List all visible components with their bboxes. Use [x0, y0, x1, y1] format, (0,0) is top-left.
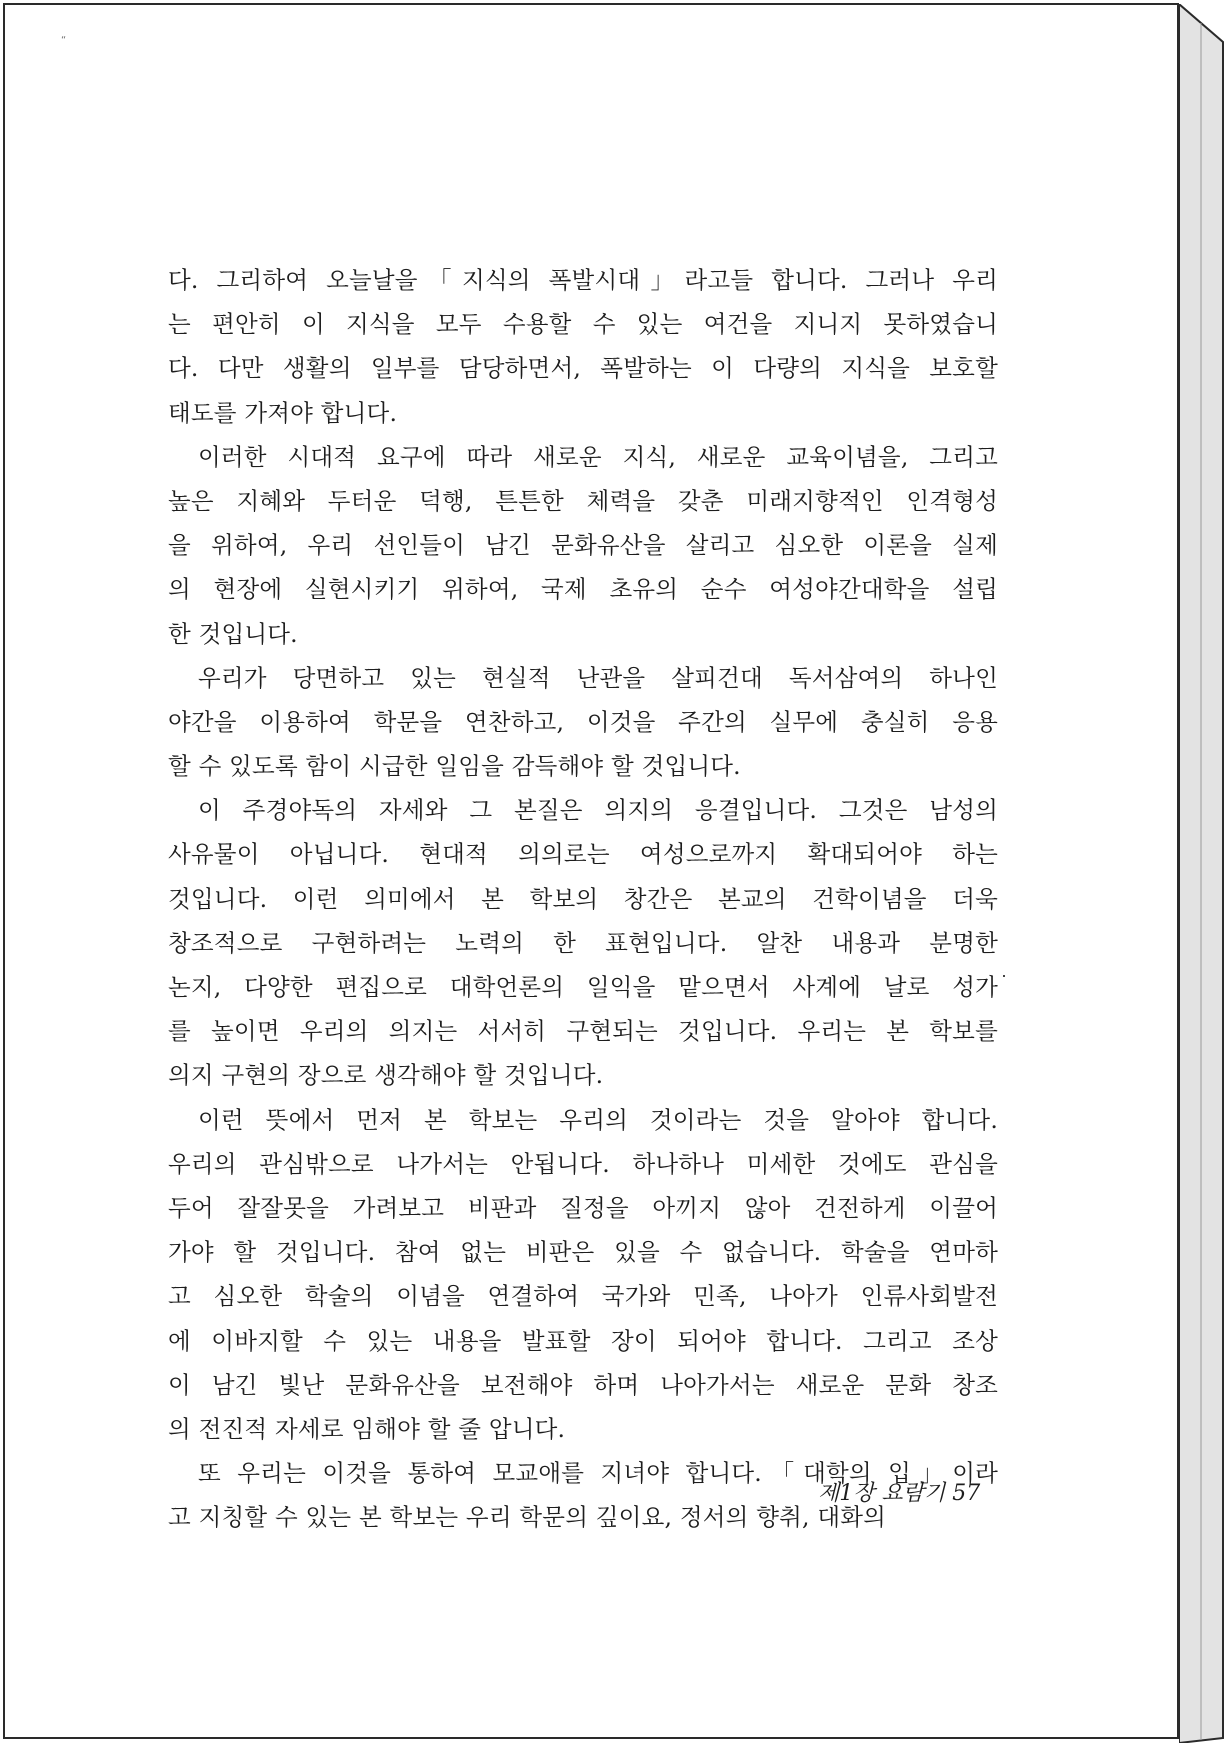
- body-text: [168, 258, 998, 1539]
- text-line: 의 현장에 실현시키기 위하여, 국제 초유의 순수 여성야간대학을 설립: [168, 575, 998, 604]
- text-line: 는 편안히 이 지식을 모두 수용할 수 있는 여건을 지니지 못하였습니: [168, 310, 998, 339]
- text-line: 가야 할 것입니다. 참여 없는 비판은 있을 수 없습니다. 학술을 연마하: [168, 1238, 998, 1267]
- paragraph: [168, 788, 998, 1097]
- paragraph: [168, 435, 998, 656]
- text-line: 이런 뜻에서 먼저 본 학보는 우리의 것이라는 것을 알아야 합니다.: [198, 1105, 998, 1134]
- text-line: 의 전진적 자세로 임해야 할 줄 압니다.: [168, 1414, 566, 1443]
- text-line: 높은 지혜와 두터운 덕행, 튼튼한 체력을 갖춘 미래지향적인 인격형성: [168, 486, 998, 515]
- text-line: 할 수 있도록 함이 시급한 일임을 감득해야 할 것입니다.: [168, 752, 741, 781]
- text-line: 를 높이면 우리의 의지는 서서히 구현되는 것입니다. 우리는 본 학보를: [168, 1017, 998, 1046]
- text-line: 태도를 가져야 합니다.: [168, 398, 398, 427]
- paragraph: [168, 656, 998, 789]
- text-line: 한 것입니다.: [168, 619, 298, 648]
- text-line: 또 우리는 이것을 통하여 모교애를 지녀야 합니다.「대학의 입」이라: [198, 1459, 998, 1488]
- text-line: 창조적으로 구현하려는 노력의 한 표현입니다. 알찬 내용과 분명한: [168, 928, 998, 957]
- text-line: 고 심오한 학술의 이념을 연결하여 국가와 민족, 나아가 인류사회발전: [168, 1282, 998, 1311]
- page-edge-3d: [1179, 4, 1225, 1743]
- paragraph: [168, 1098, 998, 1452]
- text-line: 야간을 이용하여 학문을 연찬하고, 이것을 주간의 실무에 충실히 응용: [168, 707, 998, 736]
- corner-mark: “: [61, 35, 67, 46]
- text-line: 을 위하여, 우리 선인들이 남긴 문화유산을 살리고 심오한 이론을 실제: [168, 531, 998, 560]
- text-line: 다. 다만 생활의 일부를 담당하면서, 폭발하는 이 다량의 지식을 보호할: [168, 354, 998, 383]
- text-line: 두어 잘잘못을 가려보고 비판과 질정을 아끼지 않아 건전하게 이끌어: [168, 1193, 998, 1222]
- text-line: 다. 그리하여 오늘날을「지식의 폭발시대」라고들 합니다. 그러나 우리: [168, 266, 998, 294]
- text-line: 이 남긴 빛난 문화유산을 보전해야 하며 나아가서는 새로운 문화 창조: [168, 1370, 998, 1399]
- text-line: 우리가 당면하고 있는 현실적 난관을 살피건대 독서삼여의 하나인: [198, 663, 998, 692]
- text-line: 이 주경야독의 자세와 그 본질은 의지의 응결입니다. 그것은 남성의: [198, 796, 998, 825]
- text-line: 고 지칭할 수 있는 본 학보는 우리 학문의 깊이요, 정서의 향취, 대화의: [168, 1503, 887, 1532]
- paragraph: [168, 258, 998, 435]
- scan-speck: [1003, 975, 1005, 977]
- text-line: 우리의 관심밖으로 나가서는 안됩니다. 하나하나 미세한 것에도 관심을: [168, 1149, 998, 1178]
- page-footer: 제1장 요람기 57: [818, 1481, 981, 1506]
- text-line: 이러한 시대적 요구에 따라 새로운 지식, 새로운 교육이념을, 그리고: [198, 442, 998, 471]
- text-line: 논지, 다양한 편집으로 대학언론의 일익을 맡으면서 사계에 날로 성가: [168, 973, 998, 1001]
- text-line: 것입니다. 이런 의미에서 본 학보의 창간은 본교의 건학이념을 더욱: [168, 884, 998, 913]
- text-line: 에 이바지할 수 있는 내용을 발표할 장이 되어야 합니다. 그리고 조상: [168, 1326, 998, 1355]
- text-line: 의지 구현의 장으로 생각해야 할 것입니다.: [168, 1061, 604, 1090]
- text-line: 사유물이 아닙니다. 현대적 의의로는 여성으로까지 확대되어야 하는: [168, 840, 998, 869]
